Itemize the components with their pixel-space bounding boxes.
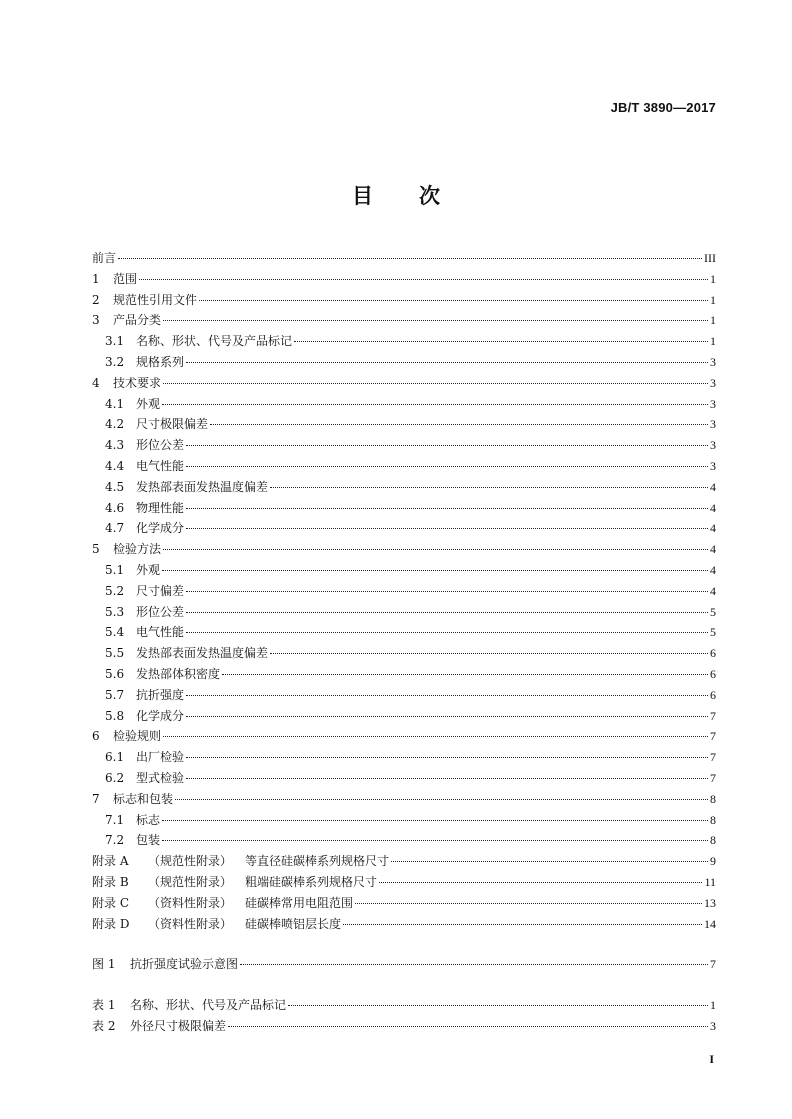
toc-entry[interactable]: [92, 622, 716, 643]
dot-leader: [162, 404, 708, 405]
table-title: 外径尺寸极限偏差: [130, 1018, 227, 1033]
toc-entry-page: 7: [710, 750, 716, 765]
toc-entry-page: 6: [710, 687, 716, 702]
dot-leader: [186, 695, 708, 696]
toc-entry-title: 检验方法: [113, 542, 162, 557]
toc-entry-number: 5: [92, 542, 100, 557]
dot-leader: [228, 1026, 708, 1027]
table-label: 表 1: [92, 998, 116, 1013]
toc-entry-number: 5.8: [105, 708, 125, 723]
toc-figure-entry[interactable]: [92, 954, 716, 975]
dot-leader: [222, 674, 708, 675]
dot-leader: [270, 487, 708, 488]
toc-entry[interactable]: [92, 373, 716, 394]
toc-entry-title: 技术要求: [113, 375, 162, 390]
appendix-label: 附录 D: [92, 916, 130, 931]
toc-entry-number: 4.3: [105, 438, 125, 453]
toc-entry-title: 发热部表面发热温度偏差: [136, 479, 269, 494]
toc-entry[interactable]: [92, 581, 716, 602]
appendix-title: 等直径硅碳棒系列规格尺寸: [245, 854, 390, 869]
toc-entry-title: 发热部体积密度: [136, 666, 221, 681]
toc-entry-title: 前言: [92, 251, 117, 265]
appendix-label: 附录 A: [92, 854, 129, 869]
dot-leader: [186, 591, 708, 592]
toc-entry[interactable]: [92, 269, 716, 290]
toc-entry[interactable]: [92, 643, 716, 664]
dot-leader: [186, 612, 708, 613]
toc-entry-page: 3: [710, 438, 716, 453]
toc-entry-number: 4.6: [105, 500, 125, 515]
toc-entry-page: 4: [710, 500, 716, 515]
table-page: 1: [710, 998, 716, 1013]
toc-entry-number: 2: [92, 292, 100, 307]
dot-leader: [162, 820, 708, 821]
toc-entry[interactable]: [92, 477, 716, 498]
toc-entry-number: 3.1: [105, 334, 125, 349]
toc-entry-number: 6.1: [105, 750, 125, 765]
toc-entry-page: 1: [710, 271, 716, 286]
toc-entry-title: 尺寸偏差: [136, 583, 185, 598]
dot-leader: [186, 757, 708, 758]
toc-entry[interactable]: [92, 747, 716, 768]
toc-entry[interactable]: [92, 810, 716, 831]
toc-entry-number: 5.1: [105, 562, 125, 577]
dot-leader: [118, 258, 702, 259]
page-title: [0, 180, 792, 210]
toc-entry-number: 7: [92, 791, 100, 806]
toc-entry-page: 1: [710, 313, 716, 328]
toc-entry-title: 标志: [136, 812, 161, 827]
toc-entry-title: 规格系列: [136, 354, 185, 369]
toc-appendix-entries: [92, 851, 716, 934]
dot-leader: [186, 508, 708, 509]
toc-entry-title: 形位公差: [136, 604, 185, 619]
dot-leader: [210, 424, 708, 425]
toc-entry-page: 4: [710, 583, 716, 598]
toc-entry-title: 型式检验: [136, 770, 185, 785]
toc-entry-page: 6: [710, 666, 716, 681]
dot-leader: [162, 840, 708, 841]
toc-entry-number: 3: [92, 313, 100, 328]
toc-entry[interactable]: [92, 414, 716, 435]
toc-entry[interactable]: [92, 456, 716, 477]
title-part-1: 目: [352, 184, 373, 208]
appendix-kind: （规范性附录）: [148, 874, 233, 889]
title-part-2: 次: [419, 184, 440, 208]
toc-entry-page: 4: [710, 562, 716, 577]
toc-appendix-entry[interactable]: [92, 872, 716, 893]
appendix-title: 硅碳棒喷铝层长度: [245, 916, 342, 931]
toc-entry-number: 5.5: [105, 646, 125, 661]
toc-entry[interactable]: [92, 248, 716, 269]
appendix-page: 13: [704, 895, 716, 910]
toc-entry[interactable]: [92, 789, 716, 810]
toc-entry[interactable]: [92, 602, 716, 623]
dot-leader: [162, 570, 708, 571]
toc-entry[interactable]: [92, 768, 716, 789]
dot-leader: [186, 466, 708, 467]
dot-leader: [355, 903, 702, 904]
toc-entry-title: 发热部表面发热温度偏差: [136, 646, 269, 661]
toc-entry-number: 7.1: [105, 812, 125, 827]
table-of-contents: [92, 248, 716, 1037]
toc-entry-title: 化学成分: [136, 708, 185, 723]
dot-leader: [391, 861, 708, 862]
toc-entry-page: 7: [710, 708, 716, 723]
dot-leader: [343, 924, 702, 925]
toc-entry-title: 抗折强度: [136, 687, 185, 702]
toc-entry-page: 7: [710, 770, 716, 785]
toc-entry-title: 化学成分: [136, 521, 185, 536]
toc-entry-title: 出厂检验: [136, 750, 185, 765]
toc-entry-page: 3: [710, 396, 716, 411]
toc-entry-number: 7.2: [105, 833, 125, 848]
toc-entry[interactable]: [92, 664, 716, 685]
figure-label: 图 1: [92, 957, 116, 972]
toc-entry-title: 检验规则: [113, 729, 162, 744]
dot-leader: [186, 632, 708, 633]
toc-entry-title: 电气性能: [136, 625, 185, 640]
figure-title: 抗折强度试验示意图: [130, 957, 239, 972]
toc-entry[interactable]: [92, 830, 716, 851]
toc-entry[interactable]: [92, 560, 716, 581]
toc-entry-number: 1: [92, 271, 100, 286]
toc-entry-page: 3: [710, 417, 716, 432]
table-page: 3: [710, 1018, 716, 1033]
toc-entry-number: 4.2: [105, 417, 125, 432]
appendix-title: 粗端硅碳棒系列规格尺寸: [245, 874, 378, 889]
dot-leader: [139, 279, 708, 280]
appendix-kind: （资料性附录）: [148, 916, 233, 931]
toc-entry-title: 范围: [113, 271, 138, 286]
toc-entry-page: 8: [710, 833, 716, 848]
toc-entry-page: 8: [710, 812, 716, 827]
toc-entry-page: III: [704, 251, 716, 265]
appendix-label: 附录 C: [92, 895, 129, 910]
toc-entry[interactable]: [92, 498, 716, 519]
toc-entry-page: 3: [710, 375, 716, 390]
appendix-kind: （资料性附录）: [148, 895, 233, 910]
appendix-page: 11: [704, 874, 716, 889]
appendix-page: 14: [704, 916, 716, 931]
dot-leader: [270, 653, 708, 654]
toc-table-entries: [92, 995, 716, 1037]
toc-appendix-entry[interactable]: [92, 914, 716, 935]
toc-entry[interactable]: [92, 331, 716, 352]
toc-entry-title: 物理性能: [136, 500, 185, 515]
dot-leader: [379, 882, 702, 883]
dot-leader: [240, 964, 708, 965]
toc-figure-entries: [92, 954, 716, 975]
toc-appendix-entry[interactable]: [92, 851, 716, 872]
toc-entry[interactable]: [92, 539, 716, 560]
dot-leader: [186, 445, 708, 446]
toc-entry-number: 4.1: [105, 396, 125, 411]
toc-entry[interactable]: [92, 726, 716, 747]
table-label: 表 2: [92, 1018, 116, 1033]
toc-entry-number: 3.2: [105, 354, 125, 369]
toc-entry-title: 形位公差: [136, 438, 185, 453]
toc-entry[interactable]: [92, 290, 716, 311]
dot-leader: [163, 736, 708, 737]
toc-entry-title: 标志和包装: [113, 791, 174, 806]
toc-entry-page: 1: [710, 292, 716, 307]
toc-entry-page: 4: [710, 521, 716, 536]
toc-entry-page: 3: [710, 458, 716, 473]
figure-page: 7: [710, 957, 716, 972]
toc-entry[interactable]: [92, 518, 716, 539]
toc-entry-number: 6: [92, 729, 100, 744]
dot-leader: [186, 778, 708, 779]
dot-leader: [163, 320, 708, 321]
page-number: I: [709, 1052, 714, 1066]
toc-entry-title: 产品分类: [113, 313, 162, 328]
appendix-page: 9: [710, 854, 716, 869]
toc-entry[interactable]: [92, 394, 716, 415]
toc-main-entries: [92, 248, 716, 851]
toc-entry-number: 5.2: [105, 583, 125, 598]
toc-entry-page: 1: [710, 334, 716, 349]
toc-entry-page: 4: [710, 542, 716, 557]
toc-entry[interactable]: [92, 706, 716, 727]
toc-entry-number: 4.5: [105, 479, 125, 494]
toc-appendix-entry[interactable]: [92, 893, 716, 914]
toc-entry[interactable]: [92, 310, 716, 331]
toc-entry-page: 4: [710, 479, 716, 494]
table-title: 名称、形状、代号及产品标记: [130, 998, 287, 1013]
dot-leader: [288, 1005, 708, 1006]
toc-entry-number: 4.4: [105, 458, 125, 473]
toc-table-entry[interactable]: [92, 1016, 716, 1037]
toc-entry[interactable]: [92, 435, 716, 456]
toc-entry-page: 8: [710, 791, 716, 806]
toc-entry-page: 5: [710, 625, 716, 640]
toc-entry-title: 外观: [136, 562, 161, 577]
toc-entry-page: 3: [710, 354, 716, 369]
toc-entry-number: 5.7: [105, 687, 125, 702]
toc-entry-number: 4: [92, 375, 100, 390]
toc-entry-title: 外观: [136, 396, 161, 411]
toc-entry-number: 5.3: [105, 604, 125, 619]
appendix-label: 附录 B: [92, 874, 129, 889]
dot-leader: [163, 383, 708, 384]
toc-entry-title: 名称、形状、代号及产品标记: [136, 334, 293, 349]
toc-entry-title: 尺寸极限偏差: [136, 417, 209, 432]
toc-entry-title: 电气性能: [136, 458, 185, 473]
standard-code: JB/T 3890—2017: [610, 100, 716, 115]
dot-leader: [294, 341, 708, 342]
toc-entry-page: 7: [710, 729, 716, 744]
dot-leader: [186, 528, 708, 529]
toc-entry[interactable]: [92, 685, 716, 706]
dot-leader: [175, 799, 708, 800]
toc-entry[interactable]: [92, 352, 716, 373]
dot-leader: [186, 716, 708, 717]
toc-entry-number: 5.6: [105, 666, 125, 681]
toc-entry-title: 规范性引用文件: [113, 292, 198, 307]
toc-entry-number: 5.4: [105, 625, 125, 640]
toc-entry-number: 6.2: [105, 770, 125, 785]
dot-leader: [186, 362, 708, 363]
dot-leader: [163, 549, 708, 550]
toc-entry-page: 6: [710, 646, 716, 661]
dot-leader: [199, 300, 708, 301]
appendix-kind: （规范性附录）: [148, 854, 233, 869]
toc-entry-page: 5: [710, 604, 716, 619]
toc-table-entry[interactable]: [92, 995, 716, 1016]
toc-entry-title: 包装: [136, 833, 161, 848]
appendix-title: 硅碳棒常用电阻范围: [245, 895, 354, 910]
toc-entry-number: 4.7: [105, 521, 125, 536]
